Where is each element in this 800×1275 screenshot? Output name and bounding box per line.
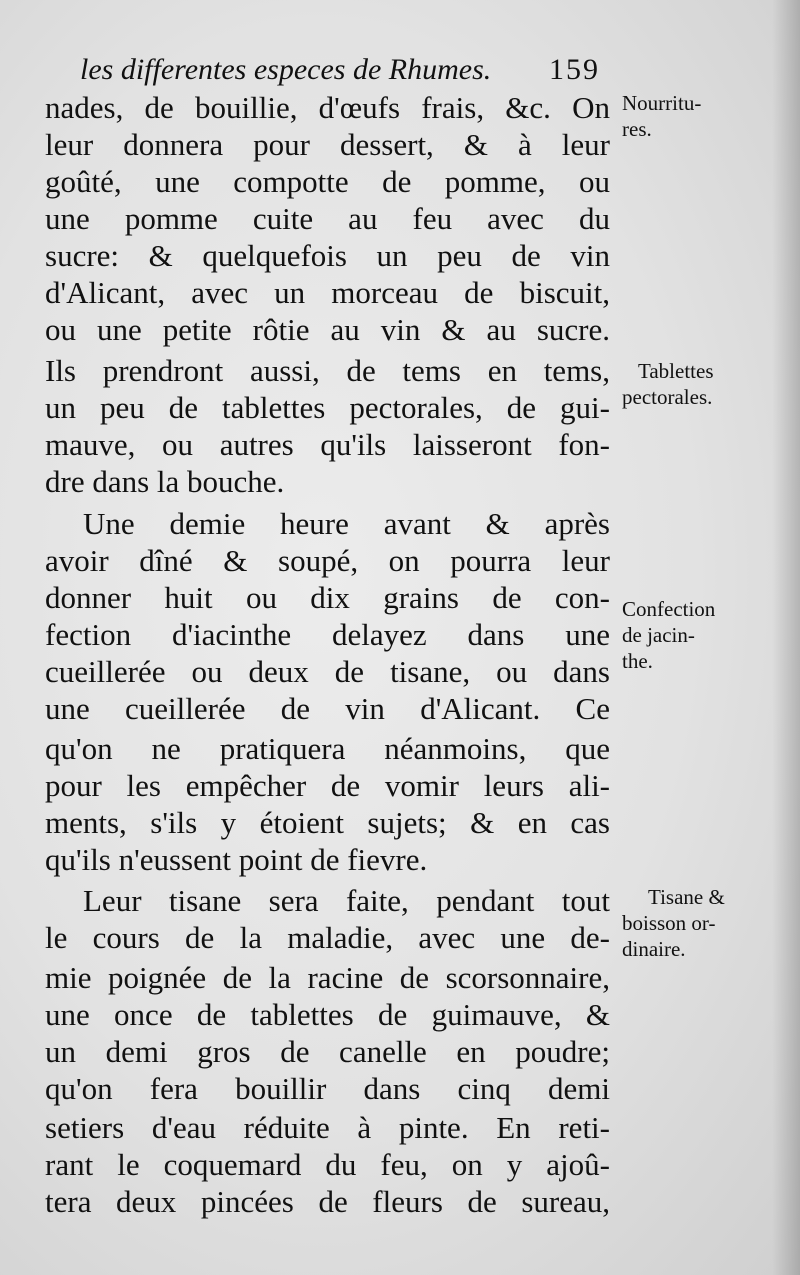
text-line: pour les empêcher de vomir leurs ali-	[45, 768, 610, 803]
text-line: qu'on ne pratiquera néanmoins, que	[45, 731, 610, 766]
text-line: goûté, une compotte de pomme, ou	[45, 164, 610, 199]
text-line: une pomme cuite au feu avec du	[45, 201, 610, 236]
margin-note-line: dinaire.	[622, 937, 686, 961]
text-line: dre dans la bouche.	[45, 464, 285, 499]
text-line: ments, s'ils y étoient sujets; & en cas	[45, 805, 610, 840]
text-line: qu'on fera bouillir dans cinq demi	[45, 1071, 610, 1106]
margin-note-line: Tablettes	[638, 359, 714, 383]
text-line: sucre: & quelquefois un peu de vin	[45, 238, 610, 273]
text-line: Une demie heure avant & après	[83, 506, 610, 541]
text-line: rant le coquemard du feu, on y ajoû-	[45, 1147, 610, 1182]
text-line: ou une petite rôtie au vin & au sucre.	[45, 312, 610, 347]
text-line: fection d'iacinthe delayez dans une	[45, 617, 610, 652]
margin-note-confection	[622, 596, 772, 674]
page-edge-shadow	[772, 0, 800, 1275]
margin-note-line: boisson or-	[622, 911, 716, 935]
text-line: le cours de la maladie, avec une de-	[45, 920, 610, 955]
text-line: donner huit ou dix grains de con-	[45, 580, 610, 615]
text-line: setiers d'eau réduite à pinte. En reti-	[45, 1110, 610, 1145]
margin-note-line: Tisane &	[648, 885, 725, 909]
text-line: mauve, ou autres qu'ils laisseront fon-	[45, 427, 610, 462]
margin-note-line: de jacin-	[622, 623, 695, 647]
margin-note-line: Nourritu-	[622, 91, 702, 115]
text-line: cueillerée ou deux de tisane, ou dans	[45, 654, 610, 689]
margin-note-line: pectorales.	[622, 385, 713, 409]
text-line: leur donnera pour dessert, & à leur	[45, 127, 610, 162]
running-title: les differentes especes de Rhumes.	[80, 53, 492, 86]
margin-note-line: res.	[622, 117, 652, 141]
margin-note-nourritures	[622, 90, 772, 142]
running-header	[80, 52, 600, 88]
text-line: un peu de tablettes pectorales, de gui-	[45, 390, 610, 425]
text-line: tera deux pincées de fleurs de sureau,	[45, 1184, 610, 1219]
margin-note-line: the.	[622, 649, 653, 673]
text-line: avoir dîné & soupé, on pourra leur	[45, 543, 610, 578]
text-line: nades, de bouillie, d'œufs frais, &c. On	[45, 90, 610, 125]
text-line: Leur tisane sera faite, pendant tout	[83, 883, 610, 918]
text-line: un demi gros de canelle en poudre;	[45, 1034, 610, 1069]
page-number: 159	[549, 53, 600, 86]
margin-note-tisane	[622, 884, 772, 962]
margin-note-tablettes	[622, 358, 772, 410]
text-line: d'Alicant, avec un morceau de biscuit,	[45, 275, 610, 310]
margin-note-line: Confection	[622, 597, 716, 621]
text-line: qu'ils n'eussent point de fievre.	[45, 842, 428, 877]
text-line: mie poignée de la racine de scorsonnaire,	[45, 960, 610, 995]
text-line: une cueillerée de vin d'Alicant. Ce	[45, 691, 610, 726]
text-line: une once de tablettes de guimauve, &	[45, 997, 610, 1032]
text-line: Ils prendront aussi, de tems en tems,	[45, 353, 610, 388]
